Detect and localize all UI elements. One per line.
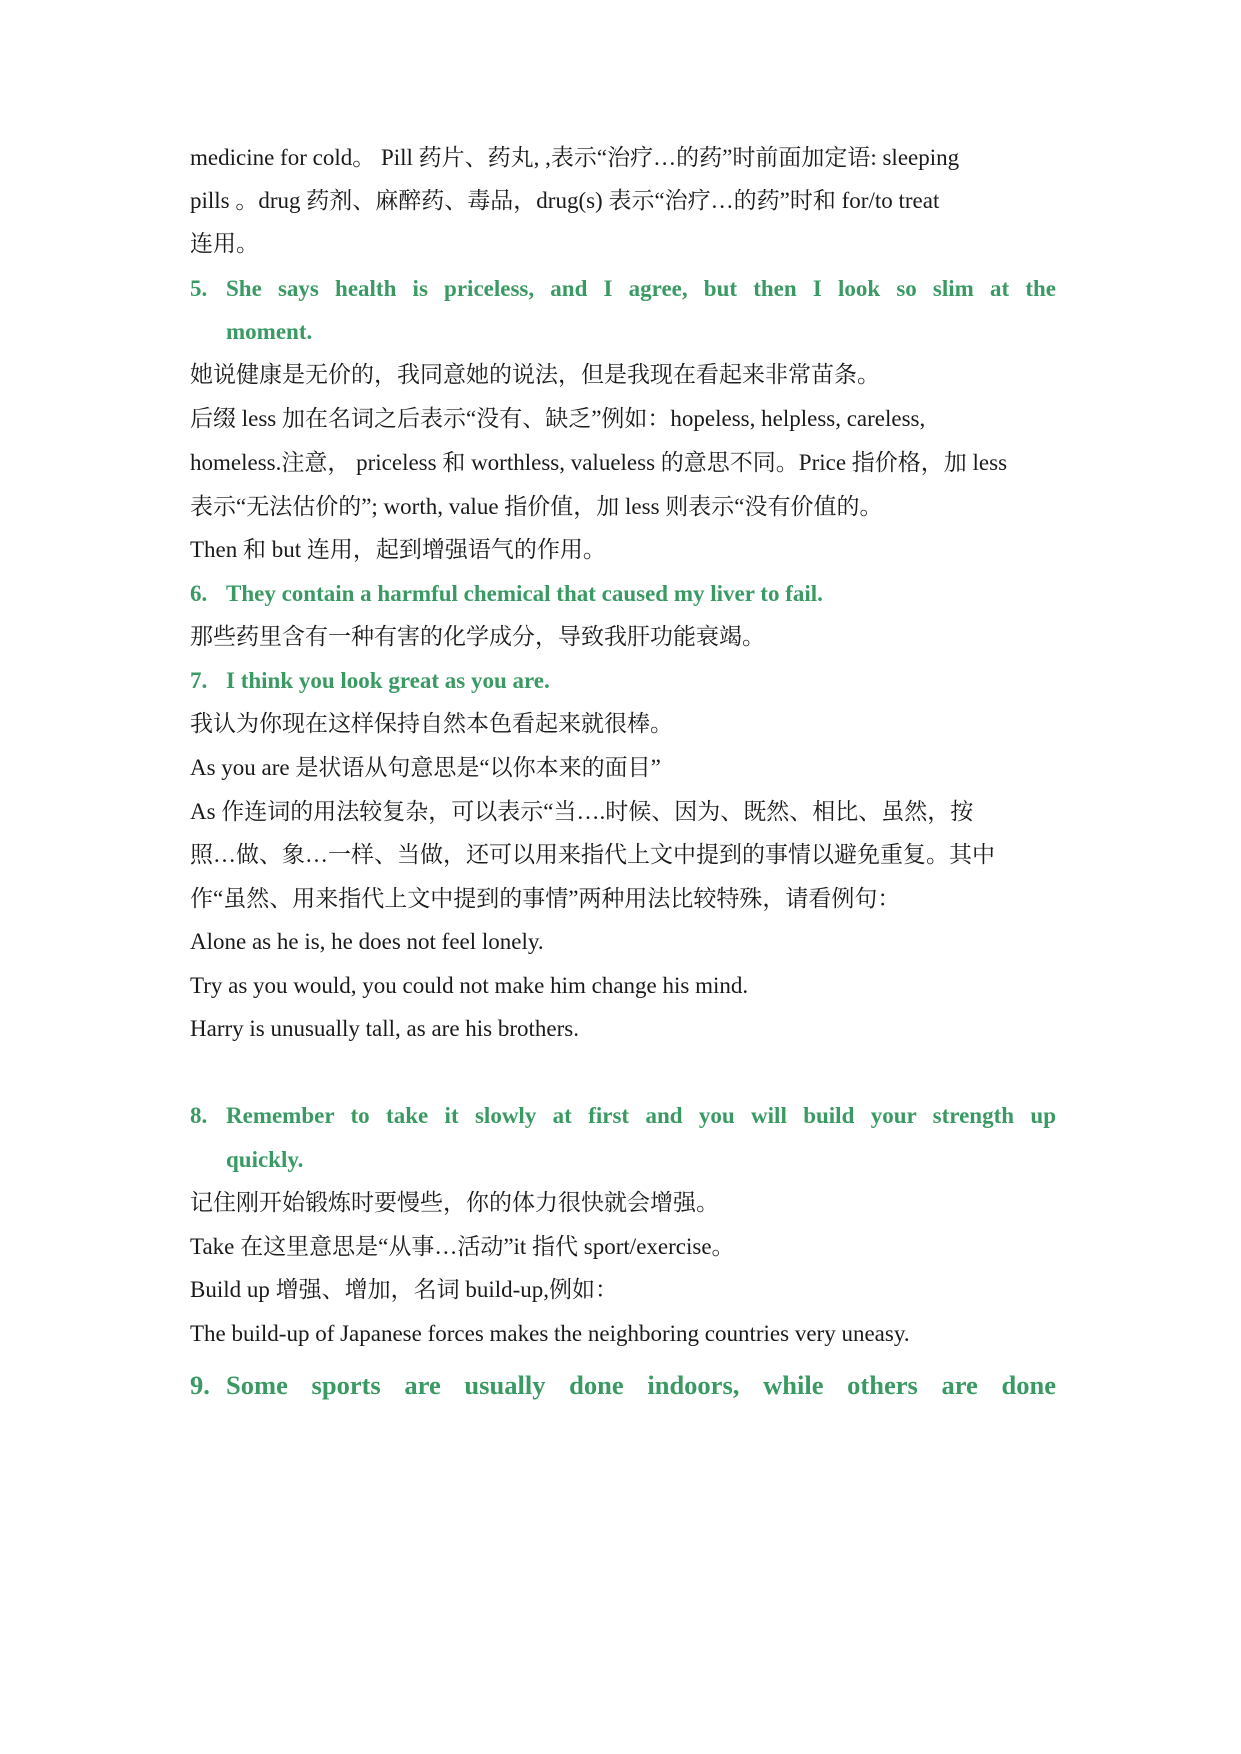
body-text-line: As 作连词的用法较复杂，可以表示“当….时候、因为、既然、相比、虽然，按 xyxy=(190,799,974,824)
item-number: 5. xyxy=(190,276,208,301)
body-text-line: Then 和 but 连用，起到增强语气的作用。 xyxy=(190,537,606,562)
body-text-line: Build up 增强、增加，名词 build-up,例如： xyxy=(190,1277,619,1302)
body-text-line: pills 。drug 药剂、麻醉药、毒品，drug(s) 表示“治疗…的药”时和 for/to treat xyxy=(190,188,940,213)
item-number: 9. xyxy=(190,1370,210,1400)
example-sentence: Try as you would, you could not make him change his mind. xyxy=(190,973,749,998)
body-text-line: 连用。 xyxy=(190,231,259,256)
item-heading: They contain a harmful chemical that caused my liver to fail. xyxy=(226,581,823,606)
body-text-line: 记住刚开始锻炼时要慢些，你的体力很快就会增强。 xyxy=(190,1190,719,1215)
item-number: 6. xyxy=(190,581,208,606)
body-text-line: As you are 是状语从句意思是“以你本来的面目” xyxy=(190,755,661,780)
example-sentence: Harry is unusually tall, as are his brothers. xyxy=(190,1016,579,1041)
body-text-line: 她说健康是无价的，我同意她的说法，但是我现在看起来非常苗条。 xyxy=(190,362,880,387)
body-text-line: medicine for cold。 Pill 药片、药丸, ,表示“治疗…的药”时前面加定语: sleeping xyxy=(190,145,960,170)
body-text-line: 照…做、象…一样、当做，还可以用来指代上文中提到的事情以避免重复。其中 xyxy=(190,842,995,867)
body-text-line: 我认为你现在这样保持自然本色看起来就很棒。 xyxy=(190,711,673,736)
body-text-line: 后缀 less 加在名词之后表示“没有、缺乏”例如：hopeless, helpless, careless, xyxy=(190,406,926,431)
body-text-line: homeless.注意， priceless 和 worthless, valueless 的意思不同。Price 指价格，加 less xyxy=(190,450,1008,475)
body-text-line: 表示“无法估价的”; worth, value 指价值，加 less 则表示“没有价值的。 xyxy=(190,494,883,519)
item-number: 8. xyxy=(190,1103,208,1128)
item-heading: I think you look great as you are. xyxy=(226,668,550,693)
item-heading: She says health is priceless, and I agree, but then I look so slim at the xyxy=(226,276,1056,301)
item-heading: Remember to take it slowly at first and you will build your strength up xyxy=(226,1103,1056,1128)
body-text-line: 那些药里含有一种有害的化学成分，导致我肝功能衰竭。 xyxy=(190,624,765,649)
item-number: 7. xyxy=(190,668,208,693)
body-text-line: Take 在这里意思是“从事…活动”it 指代 sport/exercise。 xyxy=(190,1234,735,1259)
item-heading-continuation: quickly. xyxy=(226,1147,304,1172)
example-sentence: Alone as he is, he does not feel lonely. xyxy=(190,929,544,954)
body-text-line: 作“虽然、用来指代上文中提到的事情”两种用法比较特殊，请看例句： xyxy=(190,886,901,911)
item-heading: Some sports are usually done indoors, while others are done xyxy=(226,1370,1056,1400)
example-sentence: The build-up of Japanese forces makes the neighboring countries very uneasy. xyxy=(190,1321,910,1346)
item-heading-continuation: moment. xyxy=(226,319,313,344)
